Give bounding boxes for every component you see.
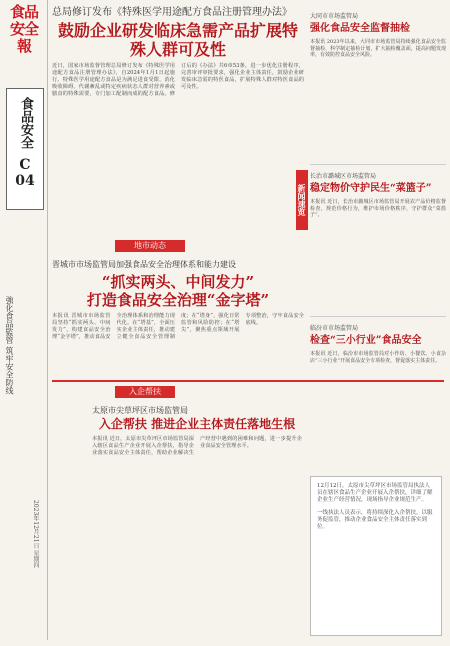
- lead-body: 近日，国家市场监督管理总局修订发布《特殊医学用途配方食品注册管理办法》，自2024年1月1日起施行。特殊医学用途配方食品是为满足进食受限、消化吸收障碍、代谢紊乱或特定疾病状态人群对营养素或膳食的特殊需要，专门加工配制而成的配方食品。修订后的《办法》共6章53条，进一步优化注册程序，完善审评审批要求，强化企业主体责任，鼓励企业研发临床急需的特医食品，扩展特殊人群对特医食品的可及性。: [52, 63, 304, 97]
- third-kicker: 太原市尖草坪区市场监管局: [92, 406, 188, 415]
- news-label: 新闻速览: [296, 170, 308, 230]
- third-headline: 入企帮扶 推进企业主体责任落地生根: [98, 417, 296, 431]
- section-name: 食品安全: [18, 97, 33, 149]
- right-divider-1: [310, 164, 446, 165]
- column-divider: [47, 0, 48, 640]
- slogan-text: 強化食品監管 筑牢安全防线: [5, 296, 14, 395]
- right-article-1: [310, 10, 446, 160]
- second-headline-1: “抓实两头、中间发力”: [101, 273, 255, 291]
- second-kicker: 晋城市市场监管局加强食品安全治理体系和能力建设: [52, 260, 236, 269]
- lead-article: [52, 6, 304, 236]
- caption-paragraph-1: 12月12日，太原市尖草坪区市场监管局执法人员在辖区食品生产企业开展入企帮扶，详细了解企业生产经营情况，现场指导企业规范生产。: [317, 483, 433, 503]
- right-body-1: 本报讯 2023年以来，大同市市场监管局持续强化食品安全监督抽检，科学制定抽检计划，扩大抽检覆盖面，提高问题发现率，有效防控食品安全风险。: [310, 39, 446, 58]
- lead-kicker: 总局修订发布《特殊医学用途配方食品注册管理办法》: [52, 7, 292, 18]
- right-kicker-2: 长治市潞城区市场监管局: [310, 173, 377, 180]
- section-letter: C: [19, 157, 31, 173]
- right-divider-2: [310, 316, 446, 317]
- right-kicker-3: 临汾市市场监管局: [310, 325, 359, 332]
- right-article-2: [310, 170, 446, 310]
- third-body: 本报讯 近日，太原市尖草坪区市场监管局深入辖区食品生产企业开展入企帮扶，指导企业落实食品安全主体责任，帮助企业解决生产经营中遇到的困难和问题，进一步提升企业食品安全管理水平。: [92, 436, 302, 456]
- right-headline-1: 强化食品安全监督抽检: [310, 23, 410, 34]
- third-article: [92, 404, 302, 634]
- caption-paragraph-2: 一线执法人员表示，将持续深化入企帮扶，以服务促监管，推动企业食品安全主体责任落实到位。: [317, 510, 433, 530]
- right-body-2: 本报讯 近日，长治市潞城区市场监管局开展农产品价格监督检查，规范价格行为，维护市场价格秩序，守护群众“菜篮子”。: [310, 199, 446, 218]
- right-headline-3: 检查“三小行业”食品安全: [310, 335, 422, 346]
- slogan: [4, 296, 44, 416]
- right-headline-2: 稳定物价守护民生“菜篮子”: [310, 183, 432, 194]
- publication-date: 2023年12月21日 星期四: [32, 500, 39, 569]
- masthead: 食品安全報: [9, 3, 38, 55]
- second-body: 本报讯 晋城市市场监管局坚持“抓实两头、中间发力”，构建食品安全治理“金字塔”，推动食品安全治理体系和治理能力现代化。在“塔基”，全面压实企业主体责任，推动建立健全食品安全管理制度；在“塔身”，强化日常监管和风险防控；在“塔尖”，聚焦重点领域开展专项整治，守牢食品安全底线。: [52, 313, 304, 340]
- second-headline-2: 打造食品安全治理“金字塔”: [86, 291, 270, 309]
- section-box: [6, 88, 44, 210]
- section-number: 04: [15, 173, 35, 189]
- right-kicker-1: 大同市市场监管局: [310, 13, 359, 20]
- left-column: [0, 0, 48, 640]
- lead-headline: 鼓励企业研发临床急需产品扩展特殊人群可及性: [57, 21, 298, 59]
- photo-caption-box: [310, 476, 442, 636]
- section-tag-city-news: 地市动态: [115, 240, 185, 252]
- right-body-3: 本报讯 近日，临汾市市场监管局对小作坊、小餐饮、小食杂店“三小行业”开展食品安全专项检查，督促落实主体责任。: [310, 351, 446, 364]
- section-tag-enterprise-help: 入企帮扶: [115, 386, 175, 398]
- right-article-3: [310, 322, 446, 472]
- second-article: [52, 258, 304, 378]
